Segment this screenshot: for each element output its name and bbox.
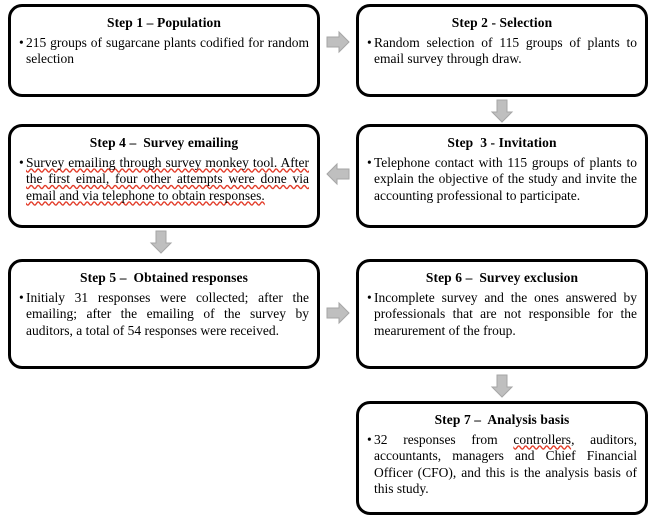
step-3-title: Step 3 - Invitation [447,135,557,150]
step-box-2 [356,4,648,97]
bullet-icon: • [367,431,372,447]
arrow-left-icon-step3-to-step4 [325,161,351,187]
bullet-icon: • [367,154,372,170]
bullet-icon: • [19,289,24,305]
step-box-1 [8,4,320,97]
step-3-body [367,155,637,204]
bullet-icon: • [19,34,24,50]
arrow-down-icon-step4-to-step5 [148,229,174,255]
step-box-4 [8,124,320,228]
step-7-title: Step 7 – Analysis basis [434,412,570,427]
bullet-icon: • [19,154,24,170]
step-7-misspelled-word: controllers [513,431,572,447]
step-3-body-text: Telephone contact with 115 groups of plants to explain the objective of the study and invite the accounting professional to participate. [374,154,637,203]
step-5-body-text: Initialy 31 responses were collected; after the emailing; after the emailing of the survey by auditors, a total of 54 responses were received. [26,289,309,338]
step-1-body-text: 215 groups of sugarcane plants codified for random selection [26,34,309,67]
step-6-title: Step 6 – Survey exclusion [425,270,579,285]
step-1-body [19,35,309,68]
step-4-body-text: Survey emailing through survey monkey tool. After the first eimal, four other attempts were done via email and via telephone to obtain responses. [26,154,309,203]
arrow-down-icon-step6-to-step7 [489,373,515,399]
arrow-right-icon-step1-to-step2 [325,29,351,55]
step-4-title: Step 4 – Survey emailing [89,135,239,150]
step-6-body [367,290,637,339]
step-5-body [19,290,309,339]
step-box-7 [356,401,648,515]
step-7-body [367,432,637,498]
step-2-body-text: Random selection of 115 groups of plants to email survey through draw. [374,34,637,67]
arrow-down-icon-step2-to-step3 [489,98,515,124]
bullet-icon: • [367,34,372,50]
step-5-title: Step 5 – Obtained responses [80,270,248,285]
step-box-5 [8,259,320,369]
step-2-title: Step 2 - Selection [451,15,553,30]
step-7-body-text [374,432,637,498]
step-1-title: Step 1 – Population [106,15,222,30]
step-box-3 [356,124,648,228]
step-7-body-rest: , auditors, accountants, managers and Chief Financial Officer (CFO), and this is the analysis basis of this study. [374,431,638,497]
step-7-body-lead: 32 responses from [374,431,514,447]
bullet-icon: • [367,289,372,305]
step-4-body [19,155,309,204]
step-box-6 [356,259,648,369]
arrow-right-icon-step5-to-step6 [325,300,351,326]
step-6-body-text: Incomplete survey and the ones answered by professionals that are not responsible for the mearurement of the froup. [374,289,637,338]
step-2-body [367,35,637,68]
